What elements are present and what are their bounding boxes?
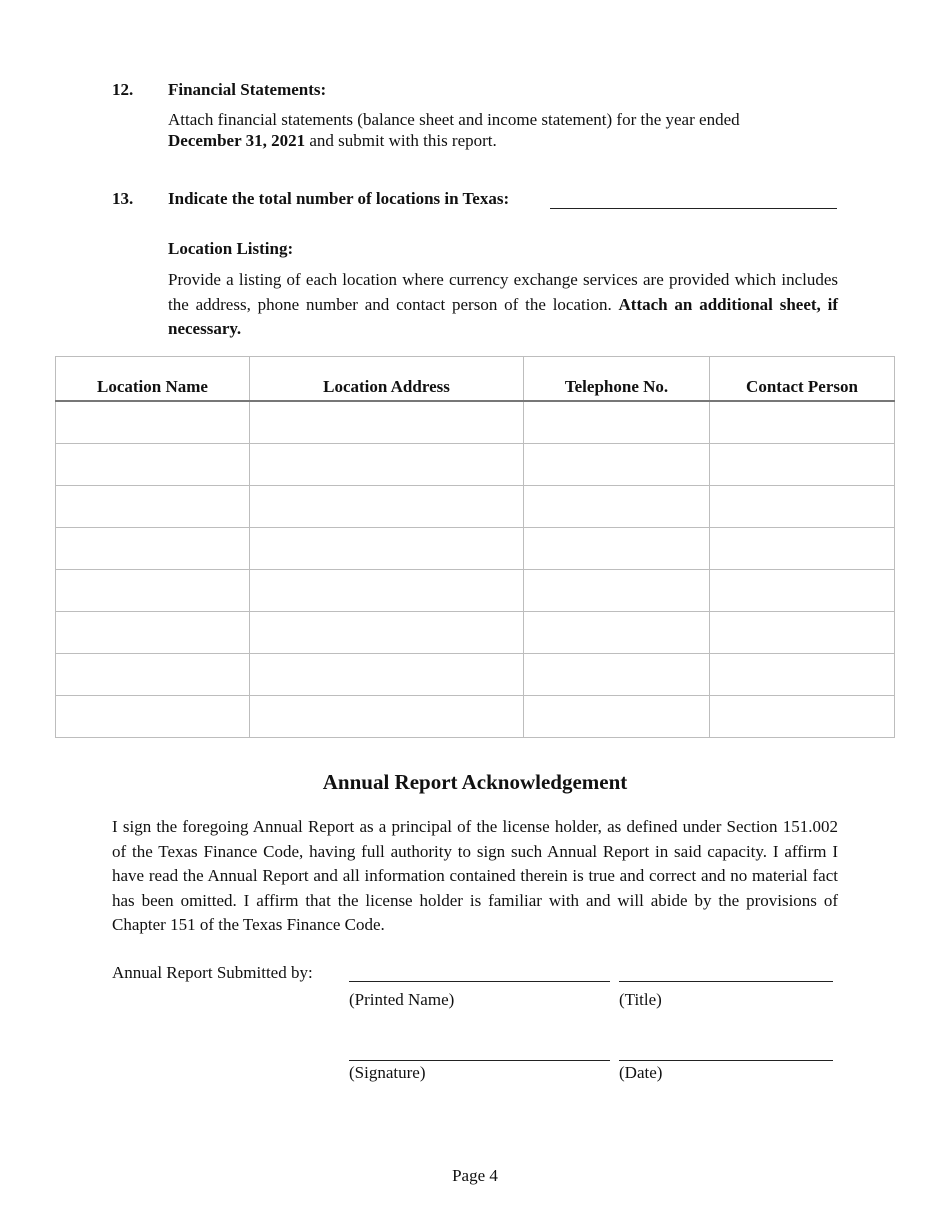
- table-row: [56, 401, 895, 444]
- section-12-number: 12.: [112, 80, 134, 99]
- section-12-text-after: and submit with this report.: [305, 131, 497, 150]
- section-13-question: Indicate the total number of locations in Texas:: [168, 189, 510, 208]
- table-row: [56, 444, 895, 486]
- cell-contact-person[interactable]: [710, 444, 895, 486]
- section-12-date: December 31, 2021: [168, 131, 306, 150]
- cell-location-address[interactable]: [250, 401, 524, 444]
- cell-telephone[interactable]: [524, 570, 710, 612]
- table-row: [56, 570, 895, 612]
- cell-contact-person[interactable]: [710, 570, 895, 612]
- cell-contact-person[interactable]: [710, 612, 895, 654]
- cell-location-address[interactable]: [250, 444, 524, 486]
- title-caption: (Title): [619, 990, 662, 1009]
- cell-location-name[interactable]: [56, 612, 250, 654]
- location-listing-instructions: [168, 268, 838, 342]
- cell-telephone[interactable]: [524, 444, 710, 486]
- cell-contact-person[interactable]: [710, 486, 895, 528]
- location-listing-text: Provide a listing of each location where currency exchange services are provided which includes the address, phone number and contact person of the location.: [168, 270, 838, 314]
- cell-location-address[interactable]: [250, 486, 524, 528]
- date-field[interactable]: [619, 1042, 833, 1061]
- header-location-name: Location Name: [56, 357, 250, 402]
- header-contact-person: Contact Person: [710, 357, 895, 402]
- location-count-field[interactable]: [550, 190, 837, 209]
- cell-location-name[interactable]: [56, 654, 250, 696]
- cell-location-address[interactable]: [250, 570, 524, 612]
- cell-telephone[interactable]: [524, 696, 710, 738]
- cell-location-address[interactable]: [250, 696, 524, 738]
- date-caption: (Date): [619, 1063, 663, 1082]
- section-13-number: 13.: [112, 189, 134, 208]
- cell-location-address[interactable]: [250, 654, 524, 696]
- table-row: [56, 654, 895, 696]
- header-location-address: Location Address: [250, 357, 524, 402]
- cell-location-name[interactable]: [56, 570, 250, 612]
- cell-telephone[interactable]: [524, 528, 710, 570]
- header-telephone: Telephone No.: [524, 357, 710, 402]
- cell-location-name[interactable]: [56, 444, 250, 486]
- signature-field[interactable]: [349, 1042, 610, 1061]
- section-12-text-before: Attach financial statements (balance sheet and income statement) for the year ended: [168, 110, 740, 129]
- cell-location-name[interactable]: [56, 486, 250, 528]
- table-row: [56, 612, 895, 654]
- submitted-by-label: Annual Report Submitted by:: [112, 963, 313, 982]
- section-12-text: [168, 109, 848, 151]
- location-listing-heading: Location Listing:: [168, 239, 294, 258]
- location-listing-text-bold: Attach an additional sheet, if necessary.: [168, 294, 838, 338]
- acknowledgement-title: Annual Report Acknowledgement: [322, 770, 628, 794]
- cell-contact-person[interactable]: [710, 696, 895, 738]
- page-number: Page 4: [452, 1166, 498, 1185]
- cell-telephone[interactable]: [524, 401, 710, 444]
- cell-telephone[interactable]: [524, 654, 710, 696]
- printed-name-field[interactable]: [349, 963, 610, 982]
- section-12-heading: Financial Statements:: [168, 80, 327, 99]
- title-field[interactable]: [619, 963, 833, 982]
- table-row: [56, 528, 895, 570]
- cell-contact-person[interactable]: [710, 654, 895, 696]
- table-row: [56, 696, 895, 738]
- signature-caption: (Signature): [349, 1063, 426, 1082]
- cell-telephone[interactable]: [524, 486, 710, 528]
- cell-telephone[interactable]: [524, 612, 710, 654]
- cell-location-name[interactable]: [56, 528, 250, 570]
- acknowledgement-body: I sign the foregoing Annual Report as a principal of the license holder, as defined under Section 151.002 of the Texas Finance Code, having full authority to sign such Annual Report in said capacity. I affirm I have read the Annual Report and all information contained therein is true and correct and no material fact has been omitted. I affirm that the license holder is familiar with and will abide by the provisions of Chapter 151 of the Texas Finance Code.: [112, 817, 838, 934]
- cell-contact-person[interactable]: [710, 528, 895, 570]
- table-row: [56, 486, 895, 528]
- cell-location-name[interactable]: [56, 696, 250, 738]
- table-header-row: [56, 357, 895, 402]
- cell-location-address[interactable]: [250, 528, 524, 570]
- cell-location-address[interactable]: [250, 612, 524, 654]
- cell-contact-person[interactable]: [710, 401, 895, 444]
- printed-name-caption: (Printed Name): [349, 990, 455, 1009]
- cell-location-name[interactable]: [56, 401, 250, 444]
- location-table: [55, 356, 895, 738]
